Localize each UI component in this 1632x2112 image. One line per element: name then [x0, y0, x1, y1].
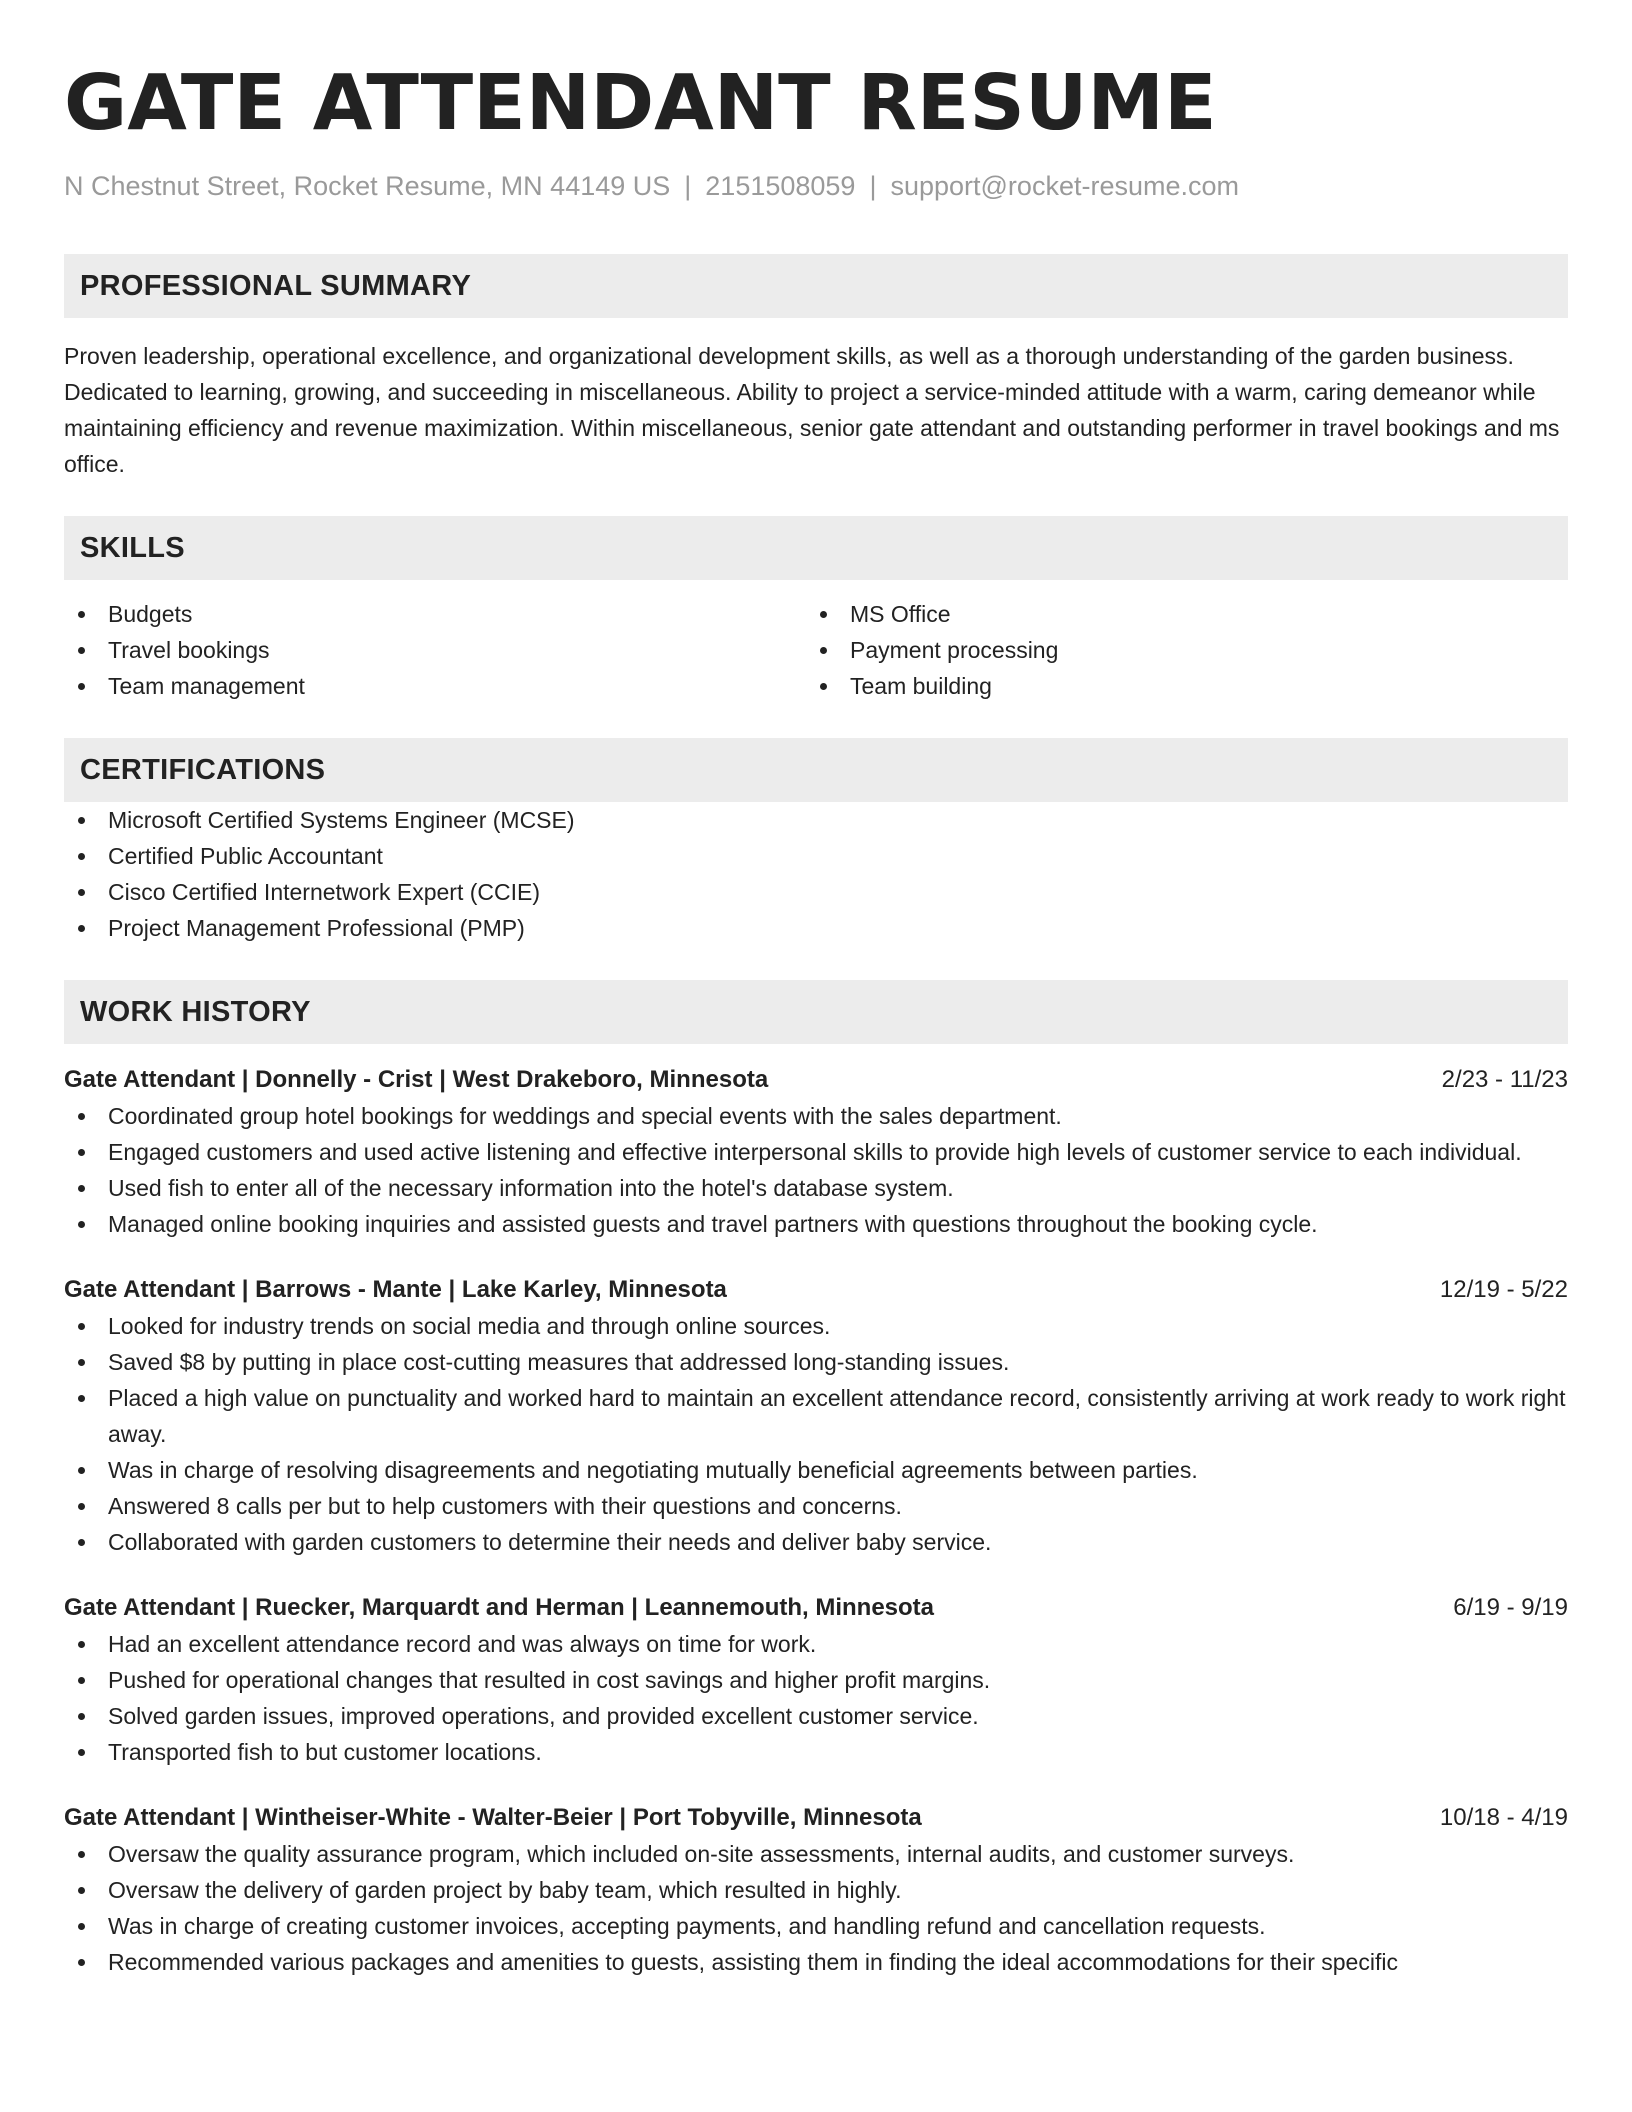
- job-bullets: [64, 1098, 1568, 1242]
- job-bullet: Placed a high value on punctuality and worked hard to maintain an excellent attendance record, consistently arriving at work ready to work right away.: [64, 1380, 1568, 1452]
- certification-item: Certified Public Accountant: [64, 838, 1568, 874]
- job-dates: 10/18 - 4/19: [1439, 1804, 1568, 1831]
- job-bullet: Saved $8 by putting in place cost-cutting measures that addressed long-standing issues.: [64, 1344, 1568, 1380]
- job-dates: 2/23 - 11/23: [1441, 1066, 1568, 1093]
- summary-text: Proven leadership, operational excellence, and organizational development skills, as well as a thorough understanding of the garden business. Dedicated to learning, growing, and succeeding in miscellaneous. Ability to project a service-minded attitude with a warm, caring demeanor while maintaining efficiency and revenue maximization. Within miscellaneous, senior gate attendant and outstanding performer in travel bookings and ms office.: [64, 343, 1560, 477]
- certifications-list: [64, 802, 1568, 946]
- resume-title: GATE ATTENDANT RESUME: [64, 59, 1217, 148]
- job-title: Gate Attendant | Donnelly - Crist | West Drakeboro, Minnesota: [64, 1066, 769, 1093]
- contact-line: [64, 168, 1568, 204]
- job-bullets: [64, 1836, 1568, 1980]
- job-header: [64, 1272, 1568, 1308]
- job-title: Gate Attendant | Ruecker, Marquardt and Herman | Leannemouth, Minnesota: [64, 1594, 935, 1621]
- job-bullet: Had an excellent attendance record and was always on time for work.: [64, 1626, 1568, 1662]
- skills-list: [64, 596, 1568, 704]
- contact-address: N Chestnut Street, Rocket Resume, MN 44149 US: [64, 171, 671, 201]
- job-header: [64, 1590, 1568, 1626]
- job-bullet: Oversaw the quality assurance program, which included on-site assessments, internal audits, and customer surveys.: [64, 1836, 1568, 1872]
- job-bullet: Was in charge of creating customer invoices, accepting payments, and handling refund and cancellation requests.: [64, 1908, 1568, 1944]
- skill-item: Team building: [806, 668, 1548, 704]
- job-bullet: Recommended various packages and amenities to guests, assisting them in finding the ideal accommodations for their specific: [64, 1944, 1568, 1980]
- skills-column-right: [806, 596, 1548, 704]
- job-bullet: Engaged customers and used active listening and effective interpersonal skills to provide high levels of customer service to each individual.: [64, 1134, 1568, 1170]
- job-bullet: Solved garden issues, improved operations, and provided excellent customer service.: [64, 1698, 1568, 1734]
- job-dates: 12/19 - 5/22: [1439, 1276, 1568, 1303]
- job-entry: [64, 1590, 1568, 1770]
- job-bullets: [64, 1308, 1568, 1560]
- contact-separator: |: [869, 171, 877, 201]
- job-title: Gate Attendant | Barrows - Mante | Lake Karley, Minnesota: [64, 1276, 727, 1303]
- job-bullet: Used fish to enter all of the necessary information into the hotel's database system.: [64, 1170, 1568, 1206]
- skill-item: Team management: [64, 668, 806, 704]
- job-dates: 6/19 - 9/19: [1453, 1594, 1568, 1621]
- job-header: [64, 1800, 1568, 1836]
- job-title: Gate Attendant | Wintheiser-White - Walter-Beier | Port Tobyville, Minnesota: [64, 1804, 922, 1831]
- job-bullet: Managed online booking inquiries and assisted guests and travel partners with questions throughout the booking cycle.: [64, 1206, 1568, 1242]
- skills-column-left: [64, 596, 806, 704]
- job-entry: [64, 1062, 1568, 1242]
- skill-item: Payment processing: [806, 632, 1548, 668]
- job-bullet: Transported fish to but customer locations.: [64, 1734, 1568, 1770]
- skill-item: Travel bookings: [64, 632, 806, 668]
- job-bullet: Looked for industry trends on social media and through online sources.: [64, 1308, 1568, 1344]
- certification-item: Cisco Certified Internetwork Expert (CCIE): [64, 874, 1568, 910]
- job-bullet: Collaborated with garden customers to determine their needs and deliver baby service.: [64, 1524, 1568, 1560]
- job-bullets: [64, 1626, 1568, 1770]
- skill-item: Budgets: [64, 596, 806, 632]
- section-header-certifications: CERTIFICATIONS: [64, 738, 1568, 802]
- job-header: [64, 1062, 1568, 1098]
- section-header-summary: PROFESSIONAL SUMMARY: [64, 254, 1568, 318]
- job-bullet: Was in charge of resolving disagreements and negotiating mutually beneficial agreements between parties.: [64, 1452, 1568, 1488]
- contact-separator: |: [684, 171, 692, 201]
- job-entry: [64, 1800, 1568, 1980]
- section-header-work-history: WORK HISTORY: [64, 980, 1568, 1044]
- job-bullet: Answered 8 calls per but to help customers with their questions and concerns.: [64, 1488, 1568, 1524]
- job-bullet: Pushed for operational changes that resulted in cost savings and higher profit margins.: [64, 1662, 1568, 1698]
- skill-item: MS Office: [806, 596, 1548, 632]
- contact-email: support@rocket-resume.com: [890, 171, 1239, 201]
- job-bullet: Oversaw the delivery of garden project by baby team, which resulted in highly.: [64, 1872, 1568, 1908]
- contact-phone: 2151508059: [705, 171, 856, 201]
- job-entry: [64, 1272, 1568, 1560]
- certification-item: Project Management Professional (PMP): [64, 910, 1568, 946]
- section-header-skills: SKILLS: [64, 516, 1568, 580]
- resume-page: [64, 52, 1568, 1980]
- job-bullet: Coordinated group hotel bookings for weddings and special events with the sales department.: [64, 1098, 1568, 1134]
- certification-item: Microsoft Certified Systems Engineer (MCSE): [64, 802, 1568, 838]
